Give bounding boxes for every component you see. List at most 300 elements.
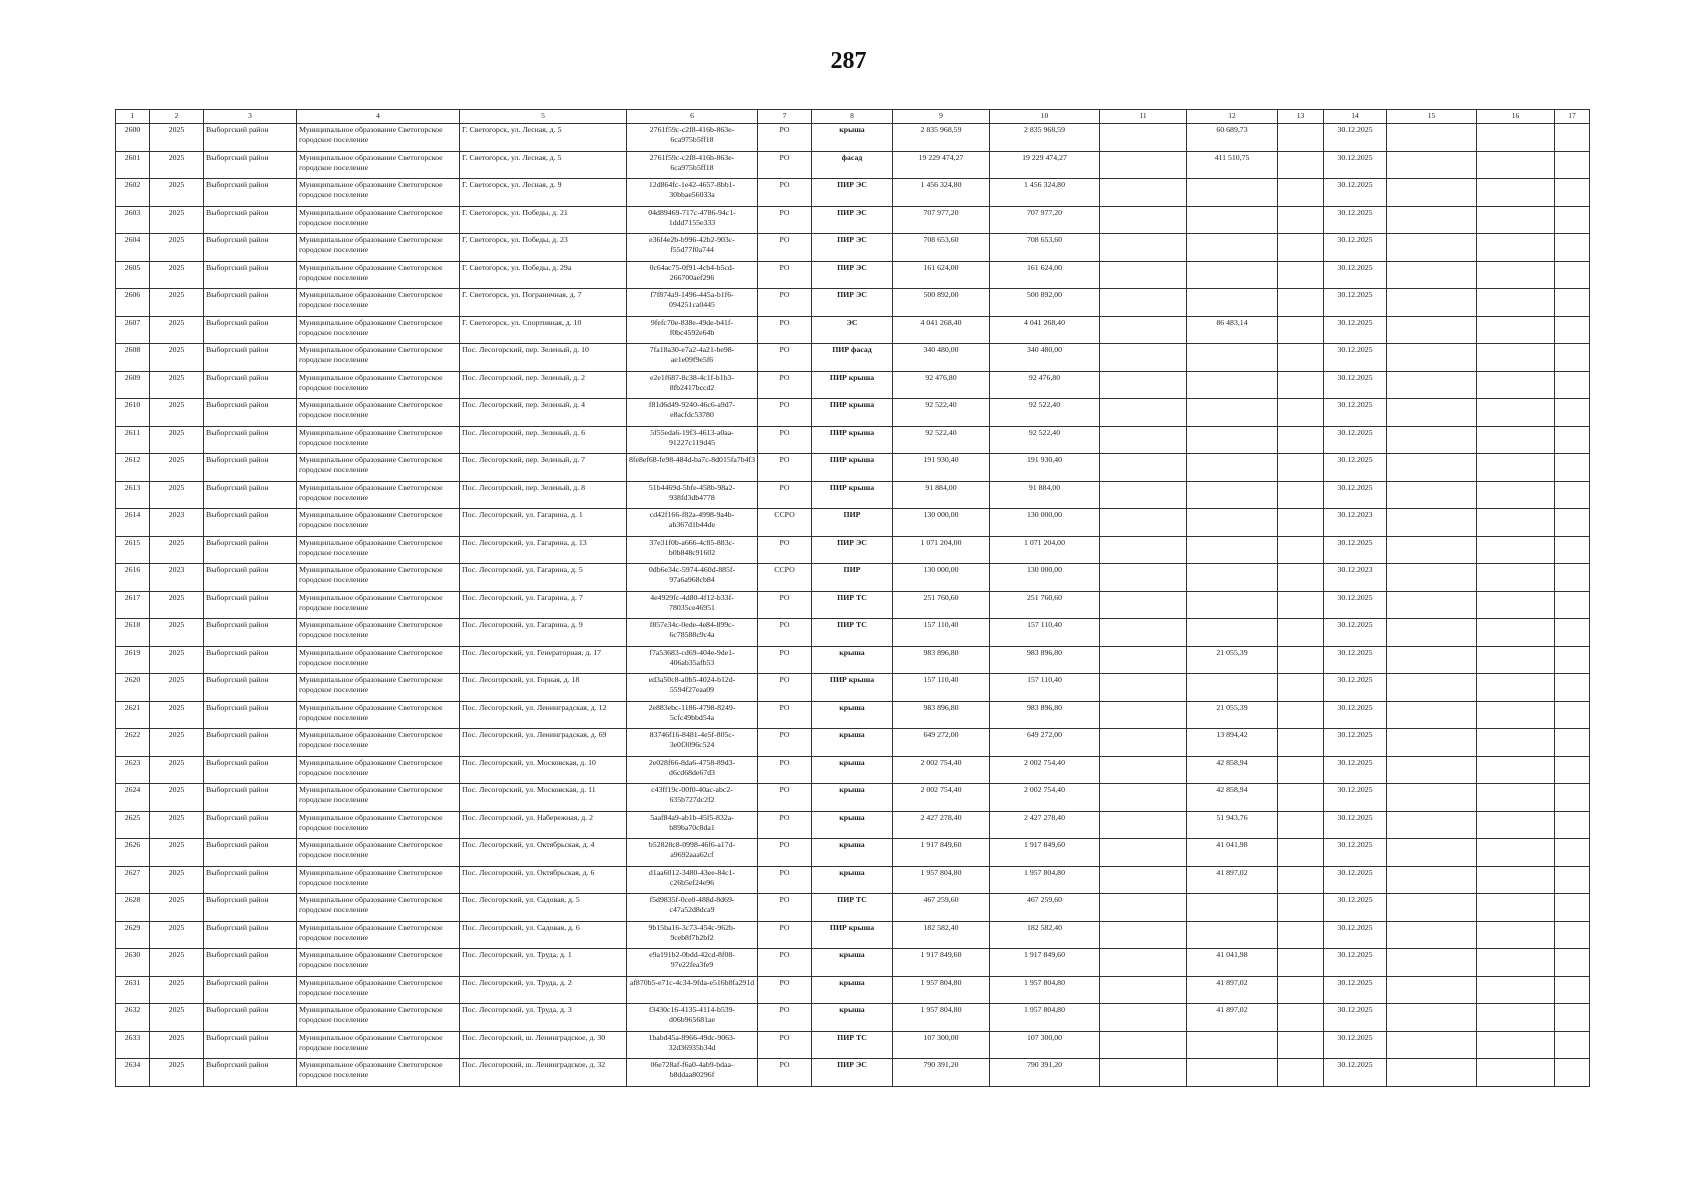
cell-program: РО [758,784,812,812]
cell-col-13 [1278,701,1324,729]
cell-municipality: Муниципальное образование Светогорское городское поселение [297,894,460,922]
cell-col-15 [1387,124,1477,152]
cell-program: РО [758,756,812,784]
cell-col-13 [1278,371,1324,399]
cell-year: 2025 [150,536,204,564]
cell-work-type: ПИР ЭС [812,289,893,317]
cell-address: Пос. Лесогорский, ул. Московская, д. 11 [460,784,627,812]
cell-address: Г. Светогорск, ул. Победы, д. 23 [460,234,627,262]
cell-municipality: Муниципальное образование Светогорское городское поселение [297,729,460,757]
cell-col-16 [1477,151,1555,179]
cell-col-17 [1555,1059,1590,1087]
cell-house-guid: f3430c16-4135-4114-b539-d06b965681ae [627,1004,758,1032]
cell-address: Пос. Лесогорский, ул. Ленинградская, д. 69 [460,729,627,757]
cell-col-16 [1477,921,1555,949]
cell-col-15 [1387,921,1477,949]
cell-col-17 [1555,206,1590,234]
cell-cost-fund: 1 917 849,60 [990,949,1100,977]
cell-address: Пос. Лесогорский, пер. Зеленый, д. 4 [460,399,627,427]
cell-col-12: 21 055,39 [1187,701,1278,729]
cell-program: РО [758,426,812,454]
cell-address: Пос. Лесогорский, пер. Зеленый, д. 8 [460,481,627,509]
cell-completion-date: 30.12.2025 [1324,756,1387,784]
cell-cost-total: 4 041 268,40 [893,316,990,344]
cell-cost-total: 92 522,40 [893,399,990,427]
cell-col-17 [1555,344,1590,372]
cell-col-16 [1477,1031,1555,1059]
cell-col-16 [1477,866,1555,894]
cell-municipality: Муниципальное образование Светогорское городское поселение [297,701,460,729]
cell-municipality: Муниципальное образование Светогорское городское поселение [297,756,460,784]
table-row [116,921,1590,949]
cell-year: 2023 [150,509,204,537]
cell-cost-fund: 707 977,20 [990,206,1100,234]
cell-work-type: крыша [812,646,893,674]
cell-col-11 [1100,674,1187,702]
cell-address: Пос. Лесогорский, ш. Ленинградское, д. 32 [460,1059,627,1087]
cell-house-guid: 8fe8ef68-fe98-484d-ba7c-8d015fa7b4f3 [627,454,758,482]
cell-col-16 [1477,564,1555,592]
cell-cost-fund: 983 896,80 [990,646,1100,674]
cell-col-13 [1278,921,1324,949]
cell-cost-total: 983 896,80 [893,701,990,729]
cell-col-12 [1187,234,1278,262]
cell-row-number: 2619 [116,646,150,674]
cell-col-17 [1555,316,1590,344]
cell-completion-date: 30.12.2025 [1324,234,1387,262]
cell-year: 2025 [150,454,204,482]
cell-col-12 [1187,371,1278,399]
cell-completion-date: 30.12.2025 [1324,261,1387,289]
cell-col-15 [1387,536,1477,564]
table-row [116,371,1590,399]
cell-cost-total: 790 391,20 [893,1059,990,1087]
cell-work-type: крыша [812,729,893,757]
cell-house-guid: 5aaf84a9-ab1b-45f5-832a-b89ba70c8da1 [627,811,758,839]
cell-col-17 [1555,371,1590,399]
cell-col-15 [1387,1059,1477,1087]
cell-col-11 [1100,234,1187,262]
cell-house-guid: 7fa18a30-e7a2-4a21-be98-ae1e09f9e5f6 [627,344,758,372]
cell-col-17 [1555,454,1590,482]
table-row [116,454,1590,482]
cell-col-16 [1477,729,1555,757]
cell-completion-date: 30.12.2025 [1324,701,1387,729]
table-row [116,289,1590,317]
cell-year: 2025 [150,151,204,179]
cell-cost-total: 2 002 754,40 [893,784,990,812]
cell-work-type: крыша [812,949,893,977]
table-row [116,1059,1590,1087]
cell-district: Выборгский район [204,179,297,207]
cell-district: Выборгский район [204,839,297,867]
cell-municipality: Муниципальное образование Светогорское городское поселение [297,344,460,372]
cell-district: Выборгский район [204,371,297,399]
table-row [116,426,1590,454]
cell-col-17 [1555,839,1590,867]
cell-col-13 [1278,784,1324,812]
cell-col-11 [1100,839,1187,867]
cell-completion-date: 30.12.2025 [1324,316,1387,344]
cell-municipality: Муниципальное образование Светогорское городское поселение [297,976,460,1004]
cell-cost-total: 130 000,00 [893,509,990,537]
table-row [116,784,1590,812]
cell-cost-fund: 649 272,00 [990,729,1100,757]
cell-work-type: ПИР ЭС [812,179,893,207]
cell-district: Выборгский район [204,894,297,922]
cell-address: Г. Светогорск, ул. Лесная, д. 5 [460,151,627,179]
cell-row-number: 2633 [116,1031,150,1059]
cell-cost-total: 500 892,00 [893,289,990,317]
cell-year: 2025 [150,619,204,647]
table-row [116,536,1590,564]
cell-col-16 [1477,894,1555,922]
cell-program: РО [758,949,812,977]
cell-col-13 [1278,894,1324,922]
cell-row-number: 2631 [116,976,150,1004]
cell-col-11 [1100,591,1187,619]
cell-col-16 [1477,344,1555,372]
cell-cost-total: 19 229 474,27 [893,151,990,179]
cell-col-16 [1477,619,1555,647]
cell-work-type: ПИР ЭС [812,206,893,234]
cell-year: 2025 [150,124,204,152]
cell-row-number: 2623 [116,756,150,784]
table-row [116,316,1590,344]
cell-col-17 [1555,536,1590,564]
cell-col-17 [1555,674,1590,702]
cell-col-15 [1387,564,1477,592]
cell-col-17 [1555,1031,1590,1059]
cell-row-number: 2620 [116,674,150,702]
cell-row-number: 2605 [116,261,150,289]
cell-completion-date: 30.12.2025 [1324,179,1387,207]
cell-col-15 [1387,399,1477,427]
cell-program: РО [758,234,812,262]
column-number-header: 14 [1324,110,1387,124]
cell-col-11 [1100,564,1187,592]
cell-col-13 [1278,536,1324,564]
cell-col-15 [1387,729,1477,757]
cell-col-12: 41 897,02 [1187,976,1278,1004]
cell-program: РО [758,179,812,207]
cell-address: Пос. Лесогорский, пер. Зеленый, д. 6 [460,426,627,454]
cell-address: Пос. Лесогорский, ул. Гагарина, д. 7 [460,591,627,619]
cell-row-number: 2628 [116,894,150,922]
cell-completion-date: 30.12.2025 [1324,1059,1387,1087]
cell-year: 2025 [150,344,204,372]
cell-col-11 [1100,399,1187,427]
cell-col-11 [1100,481,1187,509]
cell-col-17 [1555,151,1590,179]
cell-cost-total: 1 957 804,80 [893,976,990,1004]
cell-cost-fund: 182 582,40 [990,921,1100,949]
column-number-header: 15 [1387,110,1477,124]
cell-program: РО [758,1004,812,1032]
cell-col-15 [1387,1004,1477,1032]
cell-col-13 [1278,1031,1324,1059]
cell-house-guid: e9a191b2-0bdd-42cd-8f08-97e22fea3fe9 [627,949,758,977]
cell-year: 2025 [150,949,204,977]
cell-program: РО [758,261,812,289]
cell-col-12 [1187,399,1278,427]
cell-col-15 [1387,866,1477,894]
cell-col-16 [1477,509,1555,537]
column-number-row [116,110,1590,124]
cell-col-11 [1100,619,1187,647]
cell-district: Выборгский район [204,454,297,482]
cell-district: Выборгский район [204,811,297,839]
cell-cost-total: 161 624,00 [893,261,990,289]
cell-col-12 [1187,921,1278,949]
cell-col-12 [1187,591,1278,619]
cell-year: 2025 [150,894,204,922]
cell-col-11 [1100,866,1187,894]
cell-col-12 [1187,1031,1278,1059]
cell-col-12: 41 041,98 [1187,949,1278,977]
cell-col-15 [1387,894,1477,922]
cell-col-11 [1100,921,1187,949]
cell-year: 2025 [150,371,204,399]
cell-year: 2025 [150,206,204,234]
cell-program: РО [758,976,812,1004]
table-row [116,234,1590,262]
cell-cost-total: 2 835 968,59 [893,124,990,152]
cell-municipality: Муниципальное образование Светогорское городское поселение [297,839,460,867]
cell-col-11 [1100,344,1187,372]
cell-municipality: Муниципальное образование Светогорское городское поселение [297,619,460,647]
cell-col-16 [1477,1059,1555,1087]
cell-work-type: ПИР крыша [812,399,893,427]
cell-district: Выборгский район [204,646,297,674]
cell-district: Выборгский район [204,619,297,647]
cell-completion-date: 30.12.2023 [1324,509,1387,537]
cell-col-16 [1477,976,1555,1004]
table-row [116,1004,1590,1032]
cell-municipality: Муниципальное образование Светогорское городское поселение [297,509,460,537]
cell-address: Г. Светогорск, ул. Победы, д. 21 [460,206,627,234]
cell-district: Выборгский район [204,564,297,592]
cell-col-17 [1555,426,1590,454]
cell-address: Пос. Лесогорский, ул. Гагарина, д. 1 [460,509,627,537]
cell-col-11 [1100,179,1187,207]
cell-house-guid: f5d9835f-0ce0-488d-8d69-c47a52d8dca9 [627,894,758,922]
cell-col-17 [1555,729,1590,757]
cell-col-13 [1278,811,1324,839]
cell-col-17 [1555,756,1590,784]
cell-col-12: 41 897,02 [1187,1004,1278,1032]
cell-year: 2025 [150,976,204,1004]
cell-col-12 [1187,261,1278,289]
cell-work-type: ПИР крыша [812,426,893,454]
cell-col-15 [1387,344,1477,372]
cell-cost-fund: 1 957 804,80 [990,1004,1100,1032]
cell-cost-total: 1 917 849,60 [893,949,990,977]
cell-program: РО [758,344,812,372]
cell-cost-total: 182 582,40 [893,921,990,949]
cell-col-13 [1278,316,1324,344]
cell-col-15 [1387,756,1477,784]
cell-col-12 [1187,289,1278,317]
cell-row-number: 2624 [116,784,150,812]
cell-municipality: Муниципальное образование Светогорское городское поселение [297,481,460,509]
cell-cost-fund: 130 000,00 [990,564,1100,592]
cell-row-number: 2608 [116,344,150,372]
cell-address: Пос. Лесогорский, ул. Труда, д. 1 [460,949,627,977]
cell-col-16 [1477,206,1555,234]
cell-house-guid: 06e728af-f6a0-4ab9-bdaa-b8ddaa80296f [627,1059,758,1087]
cell-col-12 [1187,509,1278,537]
table-row [116,949,1590,977]
cell-col-13 [1278,756,1324,784]
cell-completion-date: 30.12.2025 [1324,344,1387,372]
cell-house-guid: 5f55eda6-19f3-4613-a0aa-91227c119d45 [627,426,758,454]
cell-completion-date: 30.12.2025 [1324,921,1387,949]
cell-col-17 [1555,619,1590,647]
cell-district: Выборгский район [204,151,297,179]
cell-col-15 [1387,811,1477,839]
cell-col-13 [1278,179,1324,207]
cell-year: 2025 [150,234,204,262]
cell-col-11 [1100,426,1187,454]
cell-work-type: ПИР [812,564,893,592]
cell-col-15 [1387,591,1477,619]
cell-col-11 [1100,261,1187,289]
cell-program: РО [758,124,812,152]
cell-col-15 [1387,839,1477,867]
cell-col-11 [1100,1059,1187,1087]
cell-cost-fund: 91 884,00 [990,481,1100,509]
cell-cost-fund: 191 930,40 [990,454,1100,482]
cell-col-12: 13 894,42 [1187,729,1278,757]
cell-program: РО [758,894,812,922]
cell-year: 2025 [150,811,204,839]
cell-house-guid: f81d6d49-9240-46c6-a9d7-e8acfdc53780 [627,399,758,427]
cell-year: 2025 [150,1004,204,1032]
cell-year: 2025 [150,701,204,729]
cell-municipality: Муниципальное образование Светогорское городское поселение [297,591,460,619]
cell-program: РО [758,591,812,619]
table-row [116,894,1590,922]
cell-row-number: 2611 [116,426,150,454]
cell-row-number: 2607 [116,316,150,344]
cell-cost-total: 1 456 324,80 [893,179,990,207]
cell-completion-date: 30.12.2023 [1324,564,1387,592]
cell-address: Пос. Лесогорский, ул. Гагарина, д. 9 [460,619,627,647]
cell-house-guid: b52828c8-0998-46f6-a17d-a9692aaa62cf [627,839,758,867]
cell-col-13 [1278,151,1324,179]
cell-municipality: Муниципальное образование Светогорское городское поселение [297,206,460,234]
column-number-header: 5 [460,110,627,124]
table-row [116,124,1590,152]
cell-col-13 [1278,729,1324,757]
cell-cost-fund: 708 653,60 [990,234,1100,262]
cell-year: 2025 [150,1059,204,1087]
cell-col-15 [1387,454,1477,482]
cell-municipality: Муниципальное образование Светогорское городское поселение [297,536,460,564]
cell-col-15 [1387,481,1477,509]
cell-col-11 [1100,646,1187,674]
cell-col-16 [1477,371,1555,399]
cell-program: РО [758,371,812,399]
table-row [116,674,1590,702]
cell-row-number: 2603 [116,206,150,234]
cell-completion-date: 30.12.2025 [1324,481,1387,509]
cell-year: 2025 [150,179,204,207]
cell-col-11 [1100,509,1187,537]
cell-program: РО [758,481,812,509]
cell-cost-total: 2 002 754,40 [893,756,990,784]
cell-col-16 [1477,124,1555,152]
column-number-header: 7 [758,110,812,124]
cell-work-type: ПИР ЭС [812,234,893,262]
cell-program: РО [758,674,812,702]
cell-house-guid: f7a53683-cd69-404e-9de1-406ab35afb53 [627,646,758,674]
cell-year: 2025 [150,426,204,454]
cell-completion-date: 30.12.2025 [1324,206,1387,234]
cell-cost-fund: 1 957 804,80 [990,866,1100,894]
cell-col-12 [1187,179,1278,207]
cell-row-number: 2604 [116,234,150,262]
cell-row-number: 2627 [116,866,150,894]
cell-completion-date: 30.12.2025 [1324,536,1387,564]
cell-cost-fund: 92 522,40 [990,426,1100,454]
cell-work-type: ПИР ЭС [812,261,893,289]
cell-cost-total: 157 110,40 [893,674,990,702]
cell-col-12: 51 943,76 [1187,811,1278,839]
cell-col-15 [1387,509,1477,537]
cell-cost-total: 649 272,00 [893,729,990,757]
table-row [116,756,1590,784]
column-number-header: 11 [1100,110,1187,124]
cell-work-type: ПИР ЭС [812,536,893,564]
cell-address: Пос. Лесогорский, ул. Московская, д. 10 [460,756,627,784]
cell-year: 2025 [150,591,204,619]
cell-municipality: Муниципальное образование Светогорское городское поселение [297,371,460,399]
cell-district: Выборгский район [204,399,297,427]
cell-program: РО [758,1031,812,1059]
cell-row-number: 2615 [116,536,150,564]
cell-col-15 [1387,261,1477,289]
cell-col-15 [1387,151,1477,179]
cell-row-number: 2600 [116,124,150,152]
cell-cost-total: 92 476,80 [893,371,990,399]
table-row [116,206,1590,234]
cell-cost-total: 1 071 204,00 [893,536,990,564]
cell-col-11 [1100,454,1187,482]
cell-year: 2025 [150,839,204,867]
cell-district: Выборгский район [204,784,297,812]
cell-district: Выборгский район [204,234,297,262]
column-number-header: 17 [1555,110,1590,124]
column-number-header: 2 [150,110,204,124]
cell-col-17 [1555,646,1590,674]
cell-cost-fund: 130 000,00 [990,509,1100,537]
cell-address: Г. Светогорск, ул. Лесная, д. 5 [460,124,627,152]
column-number-header: 9 [893,110,990,124]
cell-district: Выборгский район [204,729,297,757]
column-number-header: 10 [990,110,1100,124]
cell-col-17 [1555,949,1590,977]
cell-work-type: крыша [812,839,893,867]
cell-work-type: крыша [812,976,893,1004]
cell-district: Выборгский район [204,949,297,977]
cell-district: Выборгский район [204,289,297,317]
cell-municipality: Муниципальное образование Светогорское городское поселение [297,1059,460,1087]
cell-col-16 [1477,261,1555,289]
cell-program: РО [758,316,812,344]
cell-col-16 [1477,811,1555,839]
